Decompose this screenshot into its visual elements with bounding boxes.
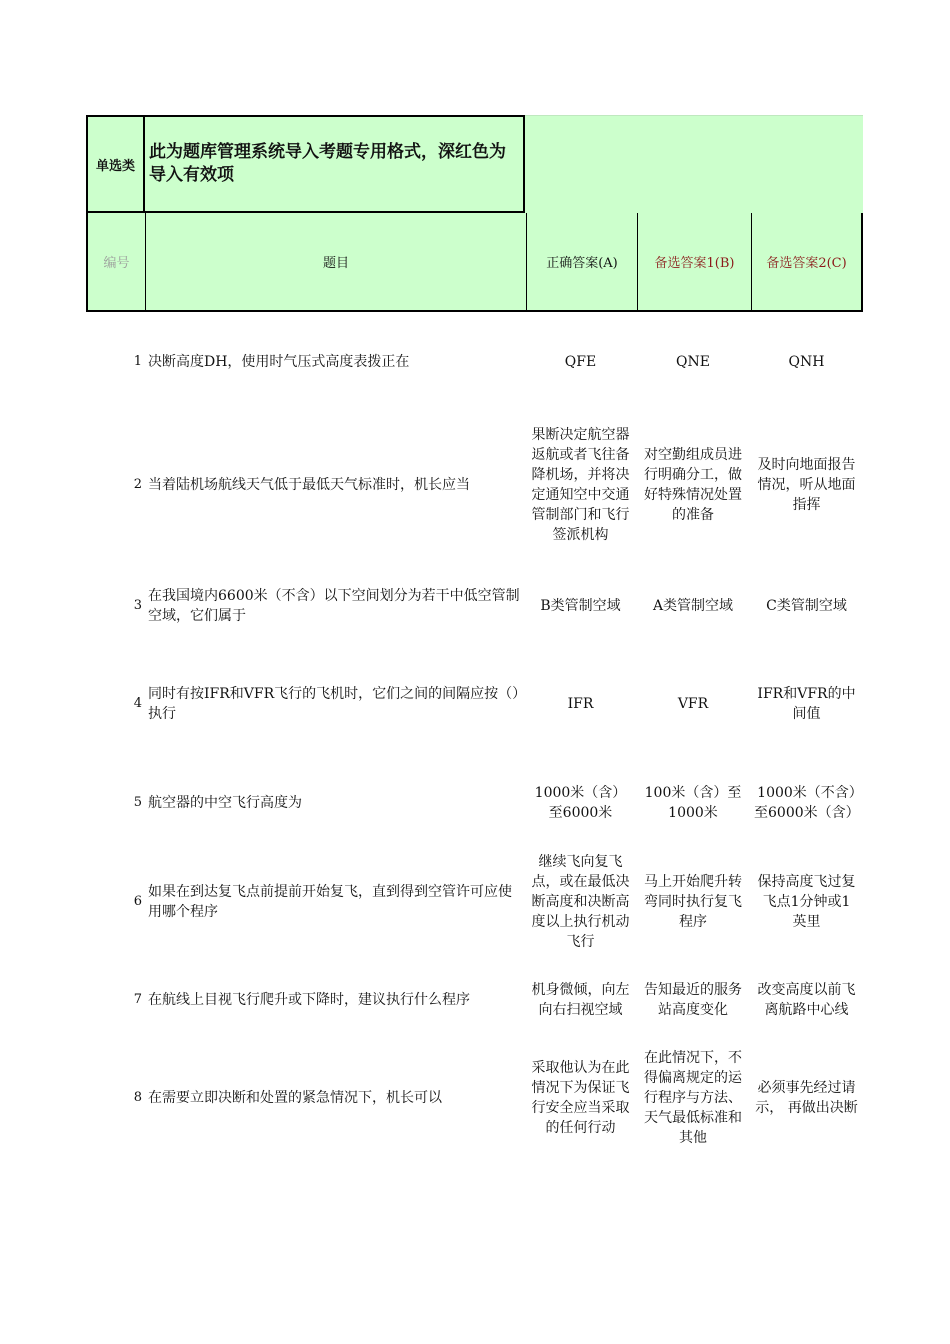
question-text: 决断高度DH，使用时气压式高度表拨正在 — [148, 354, 410, 370]
answer-a: B类管制空域 — [540, 598, 621, 614]
table-row — [86, 576, 863, 636]
column-header-row — [86, 213, 863, 312]
table-row — [86, 1048, 863, 1148]
header-top-row — [86, 115, 863, 213]
col-header-number: 编号 — [88, 213, 146, 310]
question-text: 如果在到达复飞点前提前开始复飞，直到得到空管许可应使用哪个程序 — [148, 884, 512, 920]
answer-b: 告知最近的服务站高度变化 — [644, 982, 742, 1018]
row-number: 1 — [133, 354, 142, 369]
col-header-question: 题目 — [146, 213, 527, 310]
question-type-label: 单选类 — [86, 115, 144, 213]
answer-c: 1000米（不含）至6000米（含） — [754, 785, 860, 821]
table-row — [86, 852, 863, 952]
table-row — [86, 674, 863, 734]
table-row — [86, 773, 863, 833]
table-row — [86, 970, 863, 1030]
row-number: 7 — [133, 992, 142, 1007]
answer-c: 保持高度飞过复飞点1分钟或1 英里 — [757, 874, 856, 930]
answer-c: IFR和VFR的中间值 — [757, 686, 856, 722]
answer-b: QNE — [676, 354, 710, 370]
answer-a: 采取他认为在此情况下为保证飞行安全应当采取的任何行动 — [531, 1060, 630, 1136]
question-text: 当着陆机场航线天气低于最低天气标准时，机长应当 — [148, 477, 470, 493]
answer-b: 100米（含）至1000米 — [644, 785, 742, 821]
row-number: 2 — [133, 477, 142, 492]
row-number: 3 — [133, 598, 142, 613]
answer-a: 继续飞向复飞点，或在最低决断高度和决断高度以上执行机动飞行 — [531, 854, 630, 950]
answer-c: 及时向地面报告情况，听从地面指挥 — [757, 457, 856, 513]
answer-c: 必须事先经过请示， 再做出决断 — [755, 1080, 858, 1116]
question-text: 在航线上目视飞行爬升或下降时，建议执行什么程序 — [148, 992, 470, 1008]
row-number: 4 — [133, 696, 142, 711]
import-format-note: 此为题库管理系统导入考题专用格式，深红色为导入有效项 — [144, 115, 525, 213]
row-number: 5 — [133, 795, 142, 810]
question-text: 航空器的中空飞行高度为 — [148, 795, 302, 811]
answer-b: 对空勤组成员进行明确分工，做好特殊情况处置的准备 — [644, 447, 742, 523]
answer-a: QFE — [564, 354, 597, 370]
question-text: 在我国境内6600米（不含）以下空间划分为若干中低空管制空域，它们属于 — [148, 588, 520, 624]
table-row — [86, 412, 863, 558]
row-number: 6 — [133, 894, 142, 909]
answer-a: 机身微倾，向左向右扫视空域 — [531, 982, 630, 1018]
header-block — [86, 115, 863, 312]
col-header-answer-b: 备选答案1(B) — [638, 213, 752, 310]
answer-a: 1000米（含）至6000米 — [534, 785, 627, 821]
answer-c: 改变高度以前飞离航路中心线 — [757, 982, 856, 1018]
answer-b: 在此情况下，不得偏离规定的运行程序与方法、天气最低标准和其他 — [644, 1050, 742, 1146]
answer-b: 马上开始爬升转弯同时执行复飞程序 — [644, 874, 742, 930]
question-text: 同时有按IFR和VFR飞行的飞机时，它们之间的间隔应按（）执行 — [148, 686, 520, 722]
answer-c: QNH — [788, 354, 825, 370]
col-header-answer-c: 备选答案2(C) — [766, 256, 847, 271]
row-number: 8 — [133, 1090, 142, 1105]
answer-c: C类管制空域 — [766, 598, 847, 614]
question-text: 在需要立即决断和处置的紧急情况下，机长可以 — [148, 1090, 442, 1106]
header-blank-cell — [525, 115, 863, 213]
answer-a: 果断决定航空器返航或者飞往备降机场，并将决定通知空中交通管制部门和飞行签派机构 — [531, 427, 630, 543]
answer-b: VFR — [677, 696, 709, 712]
col-header-answer-a: 正确答案(A) — [527, 213, 638, 310]
answer-a: IFR — [567, 696, 594, 712]
answer-b: A类管制空域 — [652, 598, 734, 614]
table-row — [86, 332, 863, 392]
